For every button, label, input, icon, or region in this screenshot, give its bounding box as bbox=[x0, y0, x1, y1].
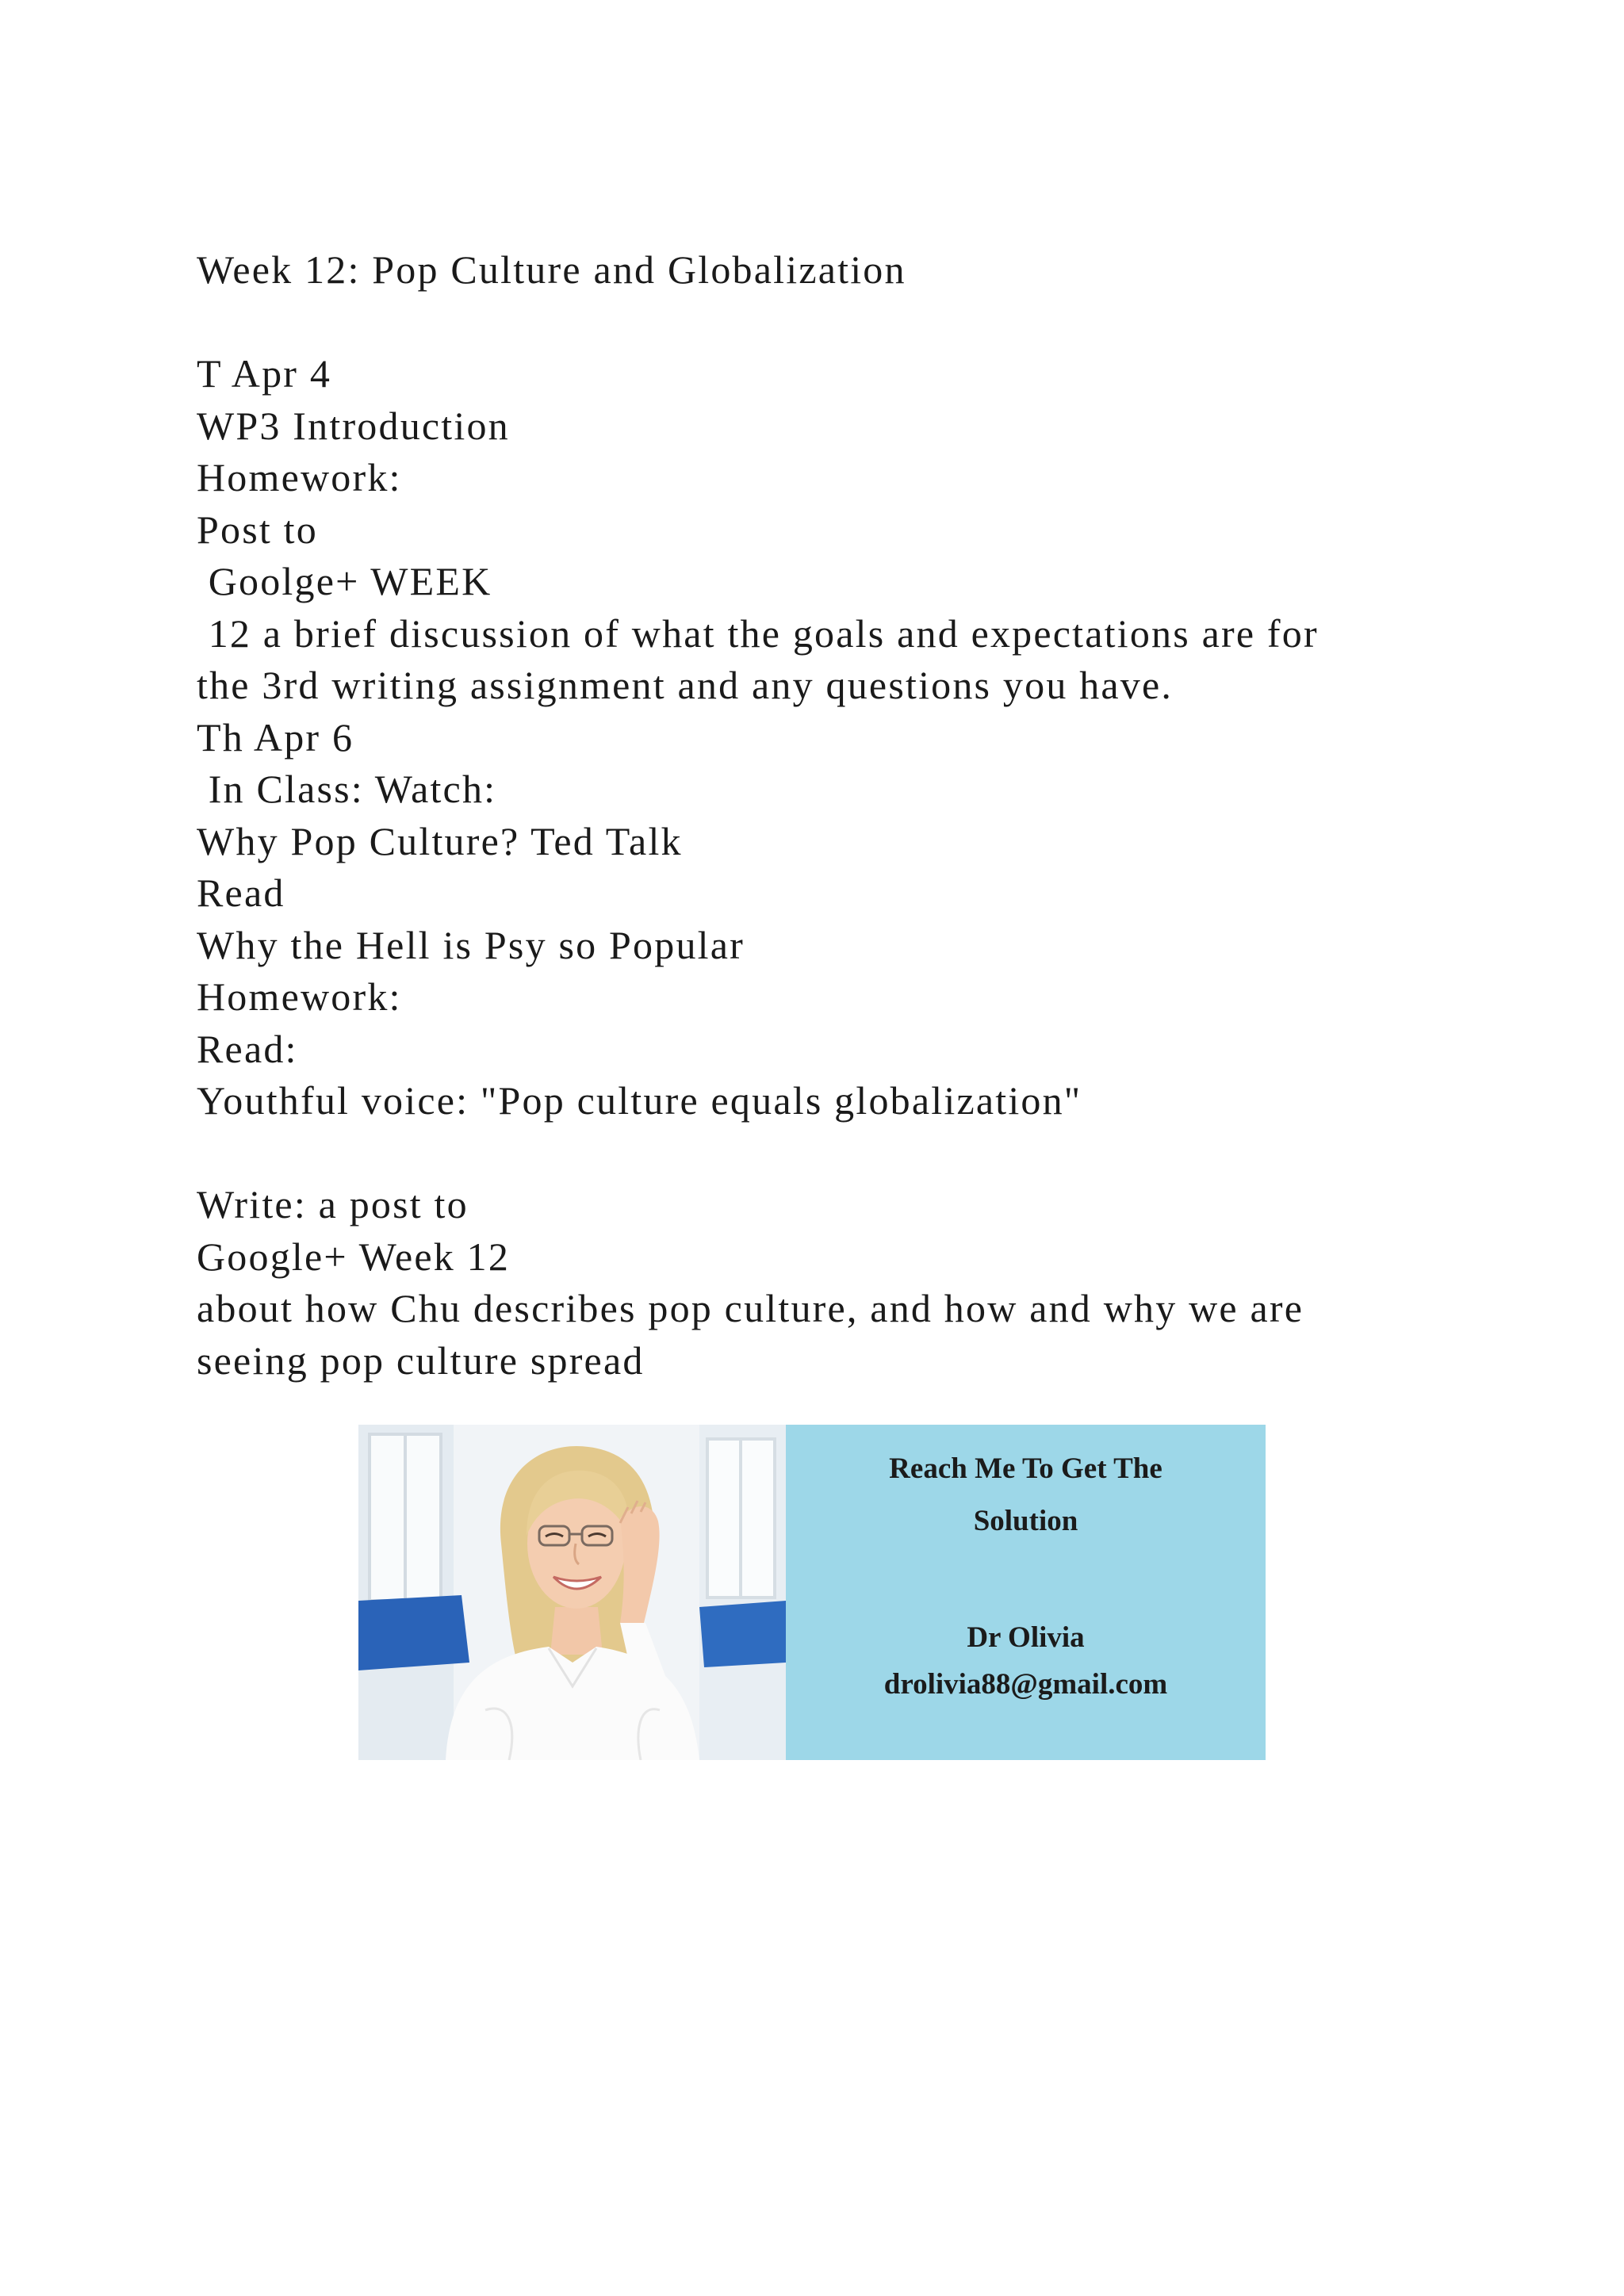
text-line: Post to bbox=[197, 507, 318, 552]
text-line: the 3rd writing assignment and any questions you have. bbox=[197, 663, 1174, 707]
document-title: Week 12: Pop Culture and Globalization bbox=[197, 247, 906, 292]
text-line: Write: a post to bbox=[197, 1182, 469, 1226]
text-line: Google+ Week 12 bbox=[197, 1234, 511, 1279]
blank-line bbox=[197, 1127, 1434, 1180]
banner-headline: Reach Me To Get The bbox=[889, 1452, 1162, 1485]
date-tuesday-apr-4: T Apr 4 bbox=[197, 351, 332, 396]
text-line: Read: bbox=[197, 1026, 298, 1071]
blank-line bbox=[197, 297, 1434, 349]
text-line: 12 a brief discussion of what the goals and expectations are for bbox=[197, 610, 1319, 656]
text-line: Read bbox=[197, 871, 285, 915]
text-line: In Class: Watch: bbox=[197, 767, 497, 811]
promo-banner bbox=[358, 1425, 1266, 1760]
text-line: WP3 Introduction bbox=[197, 403, 510, 448]
contact-name: Dr Olivia bbox=[967, 1621, 1085, 1654]
document-body bbox=[197, 244, 1434, 1387]
text-line: Youthful voice: "Pop culture equals globalization" bbox=[197, 1078, 1082, 1123]
text-line: seeing pop culture spread bbox=[197, 1337, 645, 1383]
text-line: Goolge+ WEEK bbox=[197, 559, 492, 603]
text-line: Why the Hell is Psy so Popular bbox=[197, 922, 745, 967]
tutor-photo bbox=[358, 1425, 786, 1760]
contact-email: drolivia88@gmail.com bbox=[883, 1668, 1168, 1701]
contact-panel bbox=[786, 1425, 1266, 1760]
date-thursday-apr-6: Th Apr 6 bbox=[197, 714, 354, 760]
text-line: about how Chu describes pop culture, and how and why we are bbox=[197, 1286, 1304, 1330]
homework-heading: Homework: bbox=[197, 974, 402, 1019]
homework-heading: Homework: bbox=[197, 455, 402, 499]
text-line: Why Pop Culture? Ted Talk bbox=[197, 818, 683, 863]
banner-headline-cont: Solution bbox=[973, 1505, 1078, 1537]
